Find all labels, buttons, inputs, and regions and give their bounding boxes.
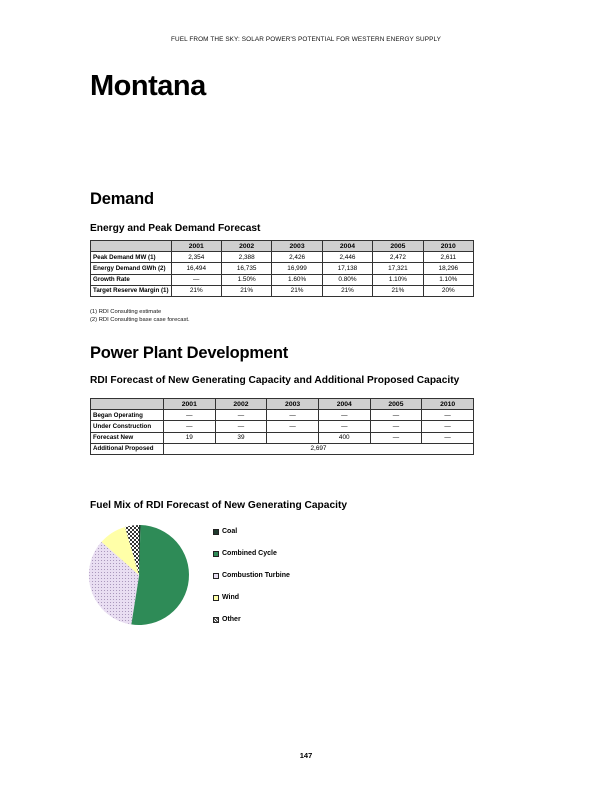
table-cell: — [267,410,319,421]
table-row [91,263,474,274]
table-cell: 2,354 [171,252,221,263]
footnote: (1) RDI Consulting estimate [90,309,162,315]
table-cell: — [163,421,215,432]
table-cell: 20% [423,285,473,296]
table-cell: 2,426 [272,252,322,263]
footnote: (2) RDI Consulting base case forecast. [90,317,190,323]
table-cell: 21% [221,285,271,296]
row-label: Energy Demand GWh (2) [91,263,172,274]
demand-table-title: Energy and Peak Demand Forecast [90,223,261,234]
table-cell: 16,999 [272,263,322,274]
col-header: 2005 [373,241,423,252]
power-section-title: Power Plant Development [90,344,289,362]
table-cell: 400 [318,432,370,443]
combined-cycle-swatch [213,551,219,557]
table-row [91,432,474,443]
legend-item-combined-cycle [213,550,277,557]
demand-footnotes [90,308,190,324]
table-row [91,443,474,454]
col-header: 2002 [215,399,267,410]
table-cell: 39 [215,432,267,443]
legend-label: Combustion Turbine [222,572,290,579]
table-cell: — [318,410,370,421]
table-cell: 1.10% [423,274,473,285]
table-row [91,252,474,263]
legend-item-coal [213,528,237,535]
table-cell: — [422,410,474,421]
table-cell: 1.50% [221,274,271,285]
table-cell: 18,296 [423,263,473,274]
col-header: 2001 [163,399,215,410]
running-header: FUEL FROM THE SKY: SOLAR POWER'S POTENTIAL FOR WESTERN ENERGY SUPPLY [171,36,441,43]
demand-header-row [91,241,474,252]
capacity-header-row [91,399,474,410]
col-header: 2003 [272,241,322,252]
demand-section-title: Demand [90,190,154,208]
legend-item-other [213,616,241,623]
table-cell: 17,321 [373,263,423,274]
table-cell: — [267,421,319,432]
col-header: 2004 [322,241,372,252]
table-cell: 19 [163,432,215,443]
col-header: 2005 [370,399,422,410]
col-header: 2001 [171,241,221,252]
table-cell: 2,446 [322,252,372,263]
legend-label: Combined Cycle [222,550,277,557]
table-cell: — [163,410,215,421]
col-header: 2003 [267,399,319,410]
table-cell: — [370,432,422,443]
table-cell: — [370,421,422,432]
table-cell: 17,138 [322,263,372,274]
power-table-title: RDI Forecast of New Generating Capacity and Additional Proposed Capacity [90,375,460,386]
table-cell: 16,494 [171,263,221,274]
corner-cell [91,399,164,410]
legend-label: Wind [222,594,240,601]
table-cell: — [171,274,221,285]
state-title: Montana [90,70,206,102]
row-label: Additional Proposed [91,443,164,454]
row-label: Peak Demand MW (1) [91,252,172,263]
row-label: Growth Rate [91,274,172,285]
legend-item-wind [213,594,239,601]
demand-table [90,240,474,297]
table-row [91,421,474,432]
table-cell: 1.10% [373,274,423,285]
page-number: 147 [299,751,313,760]
table-cell: 1.60% [272,274,322,285]
table-cell: 21% [373,285,423,296]
table-cell: — [370,410,422,421]
table-cell: 21% [322,285,372,296]
col-header: 2004 [318,399,370,410]
col-header: 2010 [423,241,473,252]
table-cell: — [215,410,267,421]
table-row [91,285,474,296]
wind-swatch [213,595,219,601]
table-cell: — [422,432,474,443]
table-cell: — [318,421,370,432]
corner-cell [91,241,172,252]
table-cell: — [422,421,474,432]
coal-swatch [213,529,219,535]
col-header: 2010 [422,399,474,410]
table-cell: 0.80% [322,274,372,285]
row-label: Under Construction [91,421,164,432]
fuel-mix-title: Fuel Mix of RDI Forecast of New Generating Capacity [90,500,348,511]
table-row [91,274,474,285]
other-swatch [213,617,219,623]
col-header: 2002 [221,241,271,252]
legend-label: Other [222,616,241,623]
table-cell: 21% [171,285,221,296]
combustion-turbine-swatch [213,573,219,579]
row-label: Began Operating [91,410,164,421]
table-cell: — [215,421,267,432]
legend-item-combustion-turbine [213,572,290,579]
legend-label: Coal [222,528,238,535]
proposed-value: 2,697 [163,443,473,454]
fuel-mix-pie-chart [88,517,198,637]
table-cell: 2,611 [423,252,473,263]
row-label: Target Reserve Margin (1) [91,285,172,296]
table-cell: 2,472 [373,252,423,263]
table-cell: 2,388 [221,252,271,263]
table-cell: 21% [272,285,322,296]
table-row [91,410,474,421]
row-label: Forecast New [91,432,164,443]
table-cell: 16,735 [221,263,271,274]
capacity-table [90,398,474,455]
table-cell [267,432,319,443]
